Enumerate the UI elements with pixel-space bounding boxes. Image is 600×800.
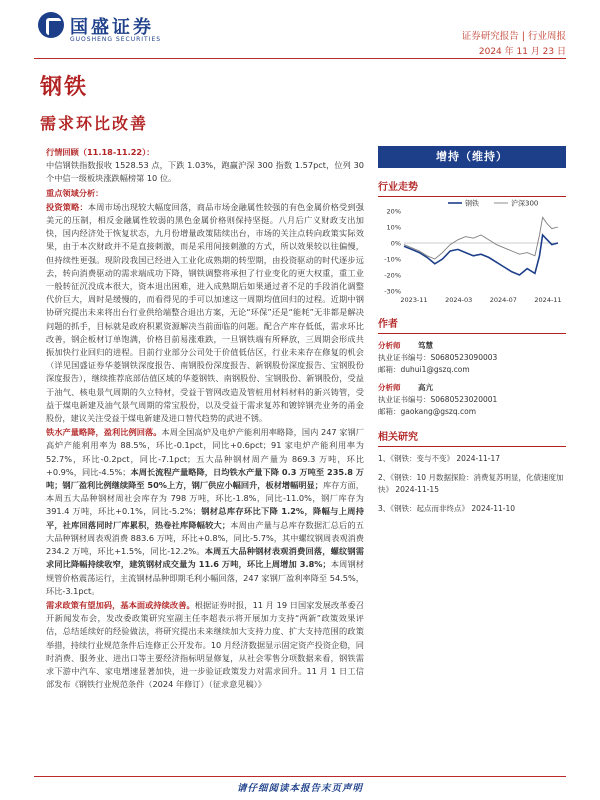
- legend-label-steel: 钢铁: [465, 199, 479, 208]
- x-tick-label: 2024-11: [534, 296, 562, 304]
- trend-chart: [378, 197, 566, 305]
- analyst-email[interactable]: 邮箱：duhui1@gszq.com: [378, 365, 470, 374]
- y-tick-label: -10%: [384, 255, 401, 264]
- output-text-f: 本周五大品种钢材表观消费回落，螺纹钢需求同比降幅持续收窄，建筑钢材成交量为 11.6 万吨，环比上周增加 3.8%；: [46, 546, 364, 570]
- doc-type: 证券研究报告 | 行业周报: [461, 31, 566, 42]
- strategy-paragraph: [46, 201, 364, 425]
- output-text-g: 本周钢材规管价格震荡运行，主流钢材品种即期毛利小幅回落，247 家钢厂盈利率降至 54.5%，环比-3.1pct。: [46, 559, 364, 596]
- sidebar: [378, 146, 566, 522]
- demand-head: 需求政策有望加码，基本面或持续改善。: [46, 599, 195, 610]
- market-review: [46, 146, 364, 186]
- analyst-email[interactable]: 邮箱：gaokang@gszq.com: [378, 407, 477, 416]
- output-text-b: 本周长流程产量略降，日均铁水产量下降 0.3 万吨至 235.8 万吨；钢厂盈利比例继续降至 50%上方，钢厂供应小幅回升，板材增幅明显；: [46, 466, 364, 491]
- market-review-head: 行情回顾（11.18-11.22）：: [46, 147, 155, 157]
- doc-date: 2024 年 11 月 23 日: [478, 47, 566, 57]
- analyst-role: 分析师: [378, 341, 401, 350]
- y-tick-label: -20%: [384, 271, 401, 280]
- analyst-role: 分析师: [378, 383, 401, 392]
- logo-english: GUOSHENG SECURITIES: [70, 36, 162, 43]
- output-paragraph: [46, 426, 364, 598]
- x-tick-label: 2024-07: [489, 296, 517, 304]
- rating-badge: 增持（维持）: [378, 146, 566, 168]
- analyst-card: [378, 340, 566, 376]
- trend-title: 行业走势: [378, 178, 566, 197]
- y-tick-label: 10%: [386, 223, 401, 232]
- page-subtitle: 需求环比改善: [40, 114, 149, 133]
- legend-label-hs300: 沪深300: [511, 199, 539, 208]
- output-text-e: 本周由产量与总库存数据汇总后的五大品种钢材周表观消费 883.6 万吨，环比+0.8%，同比-5.7%，其中螺纹钢周表观消费 234.2 万吨，环比+1.5%，同比-12.2%。: [46, 519, 364, 557]
- analyst-name: 笃慧: [418, 341, 433, 350]
- output-text-d: 钢材总库存环比下降 1.2%，降幅与上周持平，社库回落同时厂库累积，热卷社库降幅较大；: [46, 506, 364, 530]
- related-item[interactable]: 3、《钢铁：起点而非终点》 2024-11-10: [378, 504, 515, 513]
- y-tick-label: 20%: [386, 207, 401, 216]
- footer-note: 请仔细阅读本报告末页声明: [236, 783, 363, 794]
- x-tick-label: 2023-11: [400, 296, 428, 304]
- demand-text: 根据证券时报，11 月 19 日国家发展改革委召开新闻发布会，发改委政策研究室副主任李超表示将开展加力支持“两新”政策效果评估，总结延续好的经验做法，将研究提出未来继续加大支持力度、扩大支持范围的政策举措，持续行业规范条件后连修正公开发布。10 月经济数据显示固定资产投资企稳，同时消费、服务业、进出口等主要经济指标明显修复，从社会零售分项数据来看，钢铁需求下游中汽车、家电增速显著加快，进一步验证政策发力对需求回升。11 月 1 日工信部发布《钢铁行业规范条件（2024 年修订）（征求意见稿）》: [46, 599, 364, 690]
- analyst-name: 高亢: [418, 383, 433, 392]
- strategy-text: 本周市场出现较大幅度回落，商品市场金融属性较强的有色金属价格受到强美元的压制，相反金融属性较弱的黑色金属价格则保持坚挺。八月后广义财政支出加快，国内经济处于恢复状态，九月份增量政策陆续出台，市场的关注点转向政策实际效果，由于本次财政并不是直接刺激，而是采用间接刺激的方式，所以效果较以往偏慢，但持续性更强。现阶段我国已经进入工业化成熟期的转型期，由投资驱动的时代逐步远去，转向消费驱动的需求端成功下降，钢铁调整将承担了行业变化的更大权重，重工业一般转征沉没成本很大，资本退出困难，进入成熟期后如果通过者不足的手段消化调整代价巨大，周时是缓慢的，而看得见的手可以加速这一周期均值回归的过程。近期中钢协研究提出未来将出台行业供给端整合退出方案，无论“环保”还是“能耗”无非都是解决问题的抓手，目标就是政府积累资源解决当前面临的问题。配合产库存低低，需求环比改善，钢企板材订单饱满，价格目前易涨难跌，一旦钢铁端有所释放，三周期会形成共振加快行业回归的进程。目前行业部分公司处于价值低估区，行业未来存在修复的机会（详见国盛证券华菱钢铁深度报告、南钢股份深度报告、新钢股份深度报告、宝钢股份深度报告），继续推荐底部估值区域的华菱钢铁、南钢股份、宝钢股份、新钢股份，受益于油气、核电景气周期的久立特材，受益于管网改造及管桩用材料材料的新兴铸管，受益于煤电新建及油气景气周期的常宝股份，以及受益于需求复苏和镀锌钢壳业务的甬金股份，建议关注受益于煤电新建及进口替代趋势的武进不锈。: [46, 201, 364, 424]
- analyst-cert: 执业证书编号：S0680523090003: [378, 353, 498, 362]
- page-header: [0, 0, 600, 60]
- related-item[interactable]: 2、《钢铁：10 月数据探险：消费复苏明显，化债速度加快》 2024-11-15: [378, 473, 564, 494]
- x-tick-label: 2024-03: [445, 296, 473, 304]
- logo-icon: [38, 12, 64, 38]
- header-divider: [34, 58, 566, 59]
- footer-divider: [34, 776, 566, 777]
- focus-head: 重点领域分析：: [46, 187, 104, 198]
- demand-paragraph: [46, 599, 364, 691]
- page-title: 钢铁: [40, 75, 89, 100]
- related-title: 相关研究: [378, 428, 566, 447]
- analyst-card: [378, 382, 566, 418]
- y-tick-label: 0%: [390, 239, 401, 248]
- logo-text: 国盛证券: [70, 17, 154, 38]
- market-review-text: 中信钢铁指数报收 1528.53 点，下跌 1.03%，跑赢沪深 300 指数 1.57pct，位列 30 个中信一级板块涨跌幅榜第 10 位。: [46, 160, 364, 184]
- series-line-hs300: [404, 217, 558, 259]
- output-head: 铁水产量略降，盈利比例回落。: [46, 427, 162, 438]
- authors-title: 作者: [378, 315, 566, 334]
- related-item[interactable]: 1、《钢铁：变与不变》 2024-11-17: [378, 454, 500, 463]
- output-text-a: 本周全国高炉及电炉产能利用率略降，国内 247 家钢厂高炉产能利用率为 88.5%，环比-0.1pct，同比+0.6pct；91 家电炉产能利用率为 52.7%，环比-0.2pct，同比-7.1pct；五大品种钢材周产量为 869.3 万吨，环比+0.9%，同比-4.5%；: [46, 427, 364, 477]
- strategy-head: 投资策略：: [46, 201, 88, 212]
- y-tick-label: -30%: [384, 287, 401, 296]
- analyst-list: [378, 340, 566, 418]
- related-list: [378, 453, 566, 515]
- main-body: [46, 146, 364, 692]
- output-text-c: 库存方面，本周五大品种钢材周社会库存为 798 万吨，环比-1.8%，同比-11.0%，钢厂库存为 391.4 万吨，环比+0.1%，同比-5.2%；: [46, 480, 364, 517]
- analyst-cert: 执业证书编号：S0680523020001: [378, 395, 498, 404]
- trend-chart-svg: [378, 197, 566, 305]
